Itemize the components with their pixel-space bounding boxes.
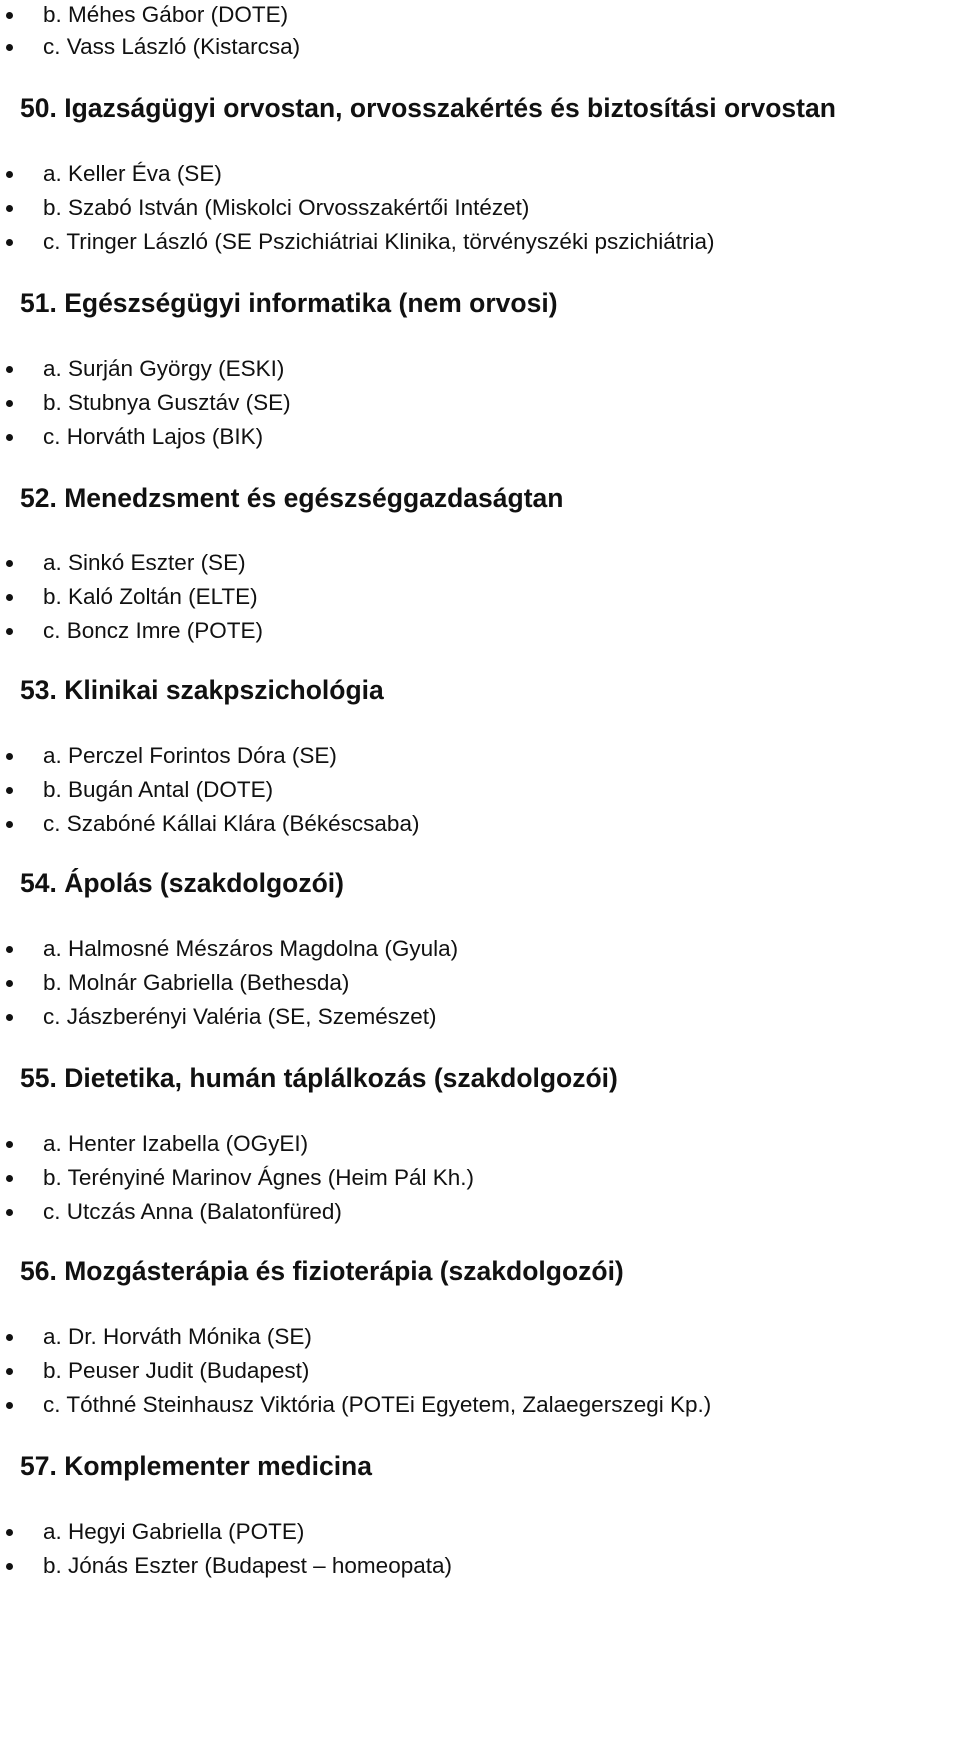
- section-heading: 54. Ápolás (szakdolgozói): [20, 868, 344, 898]
- list-item-text: b. Terényiné Marinov Ágnes (Heim Pál Kh.): [43, 1165, 475, 1190]
- list-item-text: a. Halmosné Mészáros Magdolna (Gyula): [43, 936, 459, 961]
- bullet-icon: [6, 821, 13, 828]
- bullet-icon: [6, 594, 13, 601]
- list-item-text: b. Stubnya Gusztáv (SE): [43, 390, 291, 415]
- list-item-text: b. Jónás Eszter (Budapest – homeopata): [43, 1553, 452, 1578]
- bullet-icon: [6, 1209, 13, 1216]
- bullet-icon: [6, 753, 13, 760]
- list-item-text: c. Vass László (Kistarcsa): [43, 34, 301, 59]
- list-item-text: b. Molnár Gabriella (Bethesda): [43, 970, 350, 995]
- list-item-text: a. Dr. Horváth Mónika (SE): [43, 1324, 312, 1349]
- section-heading: 53. Klinikai szakpszichológia: [20, 675, 384, 705]
- bullet-icon: [6, 1563, 13, 1570]
- bullet-icon: [6, 12, 13, 19]
- list-item-text: b. Peuser Judit (Budapest): [43, 1358, 310, 1383]
- bullet-icon: [6, 44, 13, 51]
- bullet-icon: [6, 171, 13, 178]
- list-item-text: c. Tóthné Steinhausz Viktória (POTEi Egyetem, Zalaegerszegi Kp.): [43, 1392, 712, 1417]
- section-heading: 52. Menedzsment és egészséggazdaságtan: [20, 483, 564, 513]
- bullet-icon: [6, 946, 13, 953]
- list-item-text: a. Sinkó Eszter (SE): [43, 550, 246, 575]
- bullet-icon: [6, 787, 13, 794]
- bullet-icon: [6, 1141, 13, 1148]
- bullet-icon: [6, 1334, 13, 1341]
- list-item-text: a. Surján György (ESKI): [43, 356, 285, 381]
- bullet-icon: [6, 400, 13, 407]
- section-heading: 56. Mozgásterápia és fizioterápia (szakdolgozói): [20, 1256, 624, 1286]
- bullet-icon: [6, 1175, 13, 1182]
- list-item-text: c. Tringer László (SE Pszichiátriai Klinika, törvényszéki pszichiátria): [43, 229, 715, 254]
- list-item-text: b. Kaló Zoltán (ELTE): [43, 584, 258, 609]
- list-item-text: b. Méhes Gábor (DOTE): [43, 2, 289, 27]
- bullet-icon: [6, 1402, 13, 1409]
- bullet-icon: [6, 205, 13, 212]
- bullet-icon: [6, 628, 13, 635]
- section-heading: 51. Egészségügyi informatika (nem orvosi): [20, 288, 558, 318]
- list-item-text: c. Boncz Imre (POTE): [43, 618, 264, 643]
- section-heading: 57. Komplementer medicina: [20, 1451, 372, 1481]
- list-item-text: c. Utczás Anna (Balatonfüred): [43, 1199, 342, 1224]
- bullet-icon: [6, 434, 13, 441]
- list-item-text: a. Henter Izabella (OGyEI): [43, 1131, 309, 1156]
- list-item-text: b. Bugán Antal (DOTE): [43, 777, 274, 802]
- bullet-icon: [6, 560, 13, 567]
- bullet-icon: [6, 366, 13, 373]
- list-item-text: a. Hegyi Gabriella (POTE): [43, 1519, 305, 1544]
- bullet-icon: [6, 1014, 13, 1021]
- list-item-text: a. Keller Éva (SE): [43, 161, 222, 186]
- list-item-text: b. Szabó István (Miskolci Orvosszakértői Intézet): [43, 195, 530, 220]
- bullet-icon: [6, 1529, 13, 1536]
- bullet-icon: [6, 1368, 13, 1375]
- list-item-text: c. Horváth Lajos (BIK): [43, 424, 264, 449]
- section-heading: 50. Igazságügyi orvostan, orvosszakértés és biztosítási orvostan: [20, 93, 836, 123]
- list-item-text: c. Szabóné Kállai Klára (Békéscsaba): [43, 811, 420, 836]
- bullet-icon: [6, 239, 13, 246]
- section-heading: 55. Dietetika, humán táplálkozás (szakdolgozói): [20, 1063, 618, 1093]
- bullet-icon: [6, 980, 13, 987]
- list-item-text: a. Perczel Forintos Dóra (SE): [43, 743, 337, 768]
- list-item-text: c. Jászberényi Valéria (SE, Szemészet): [43, 1004, 437, 1029]
